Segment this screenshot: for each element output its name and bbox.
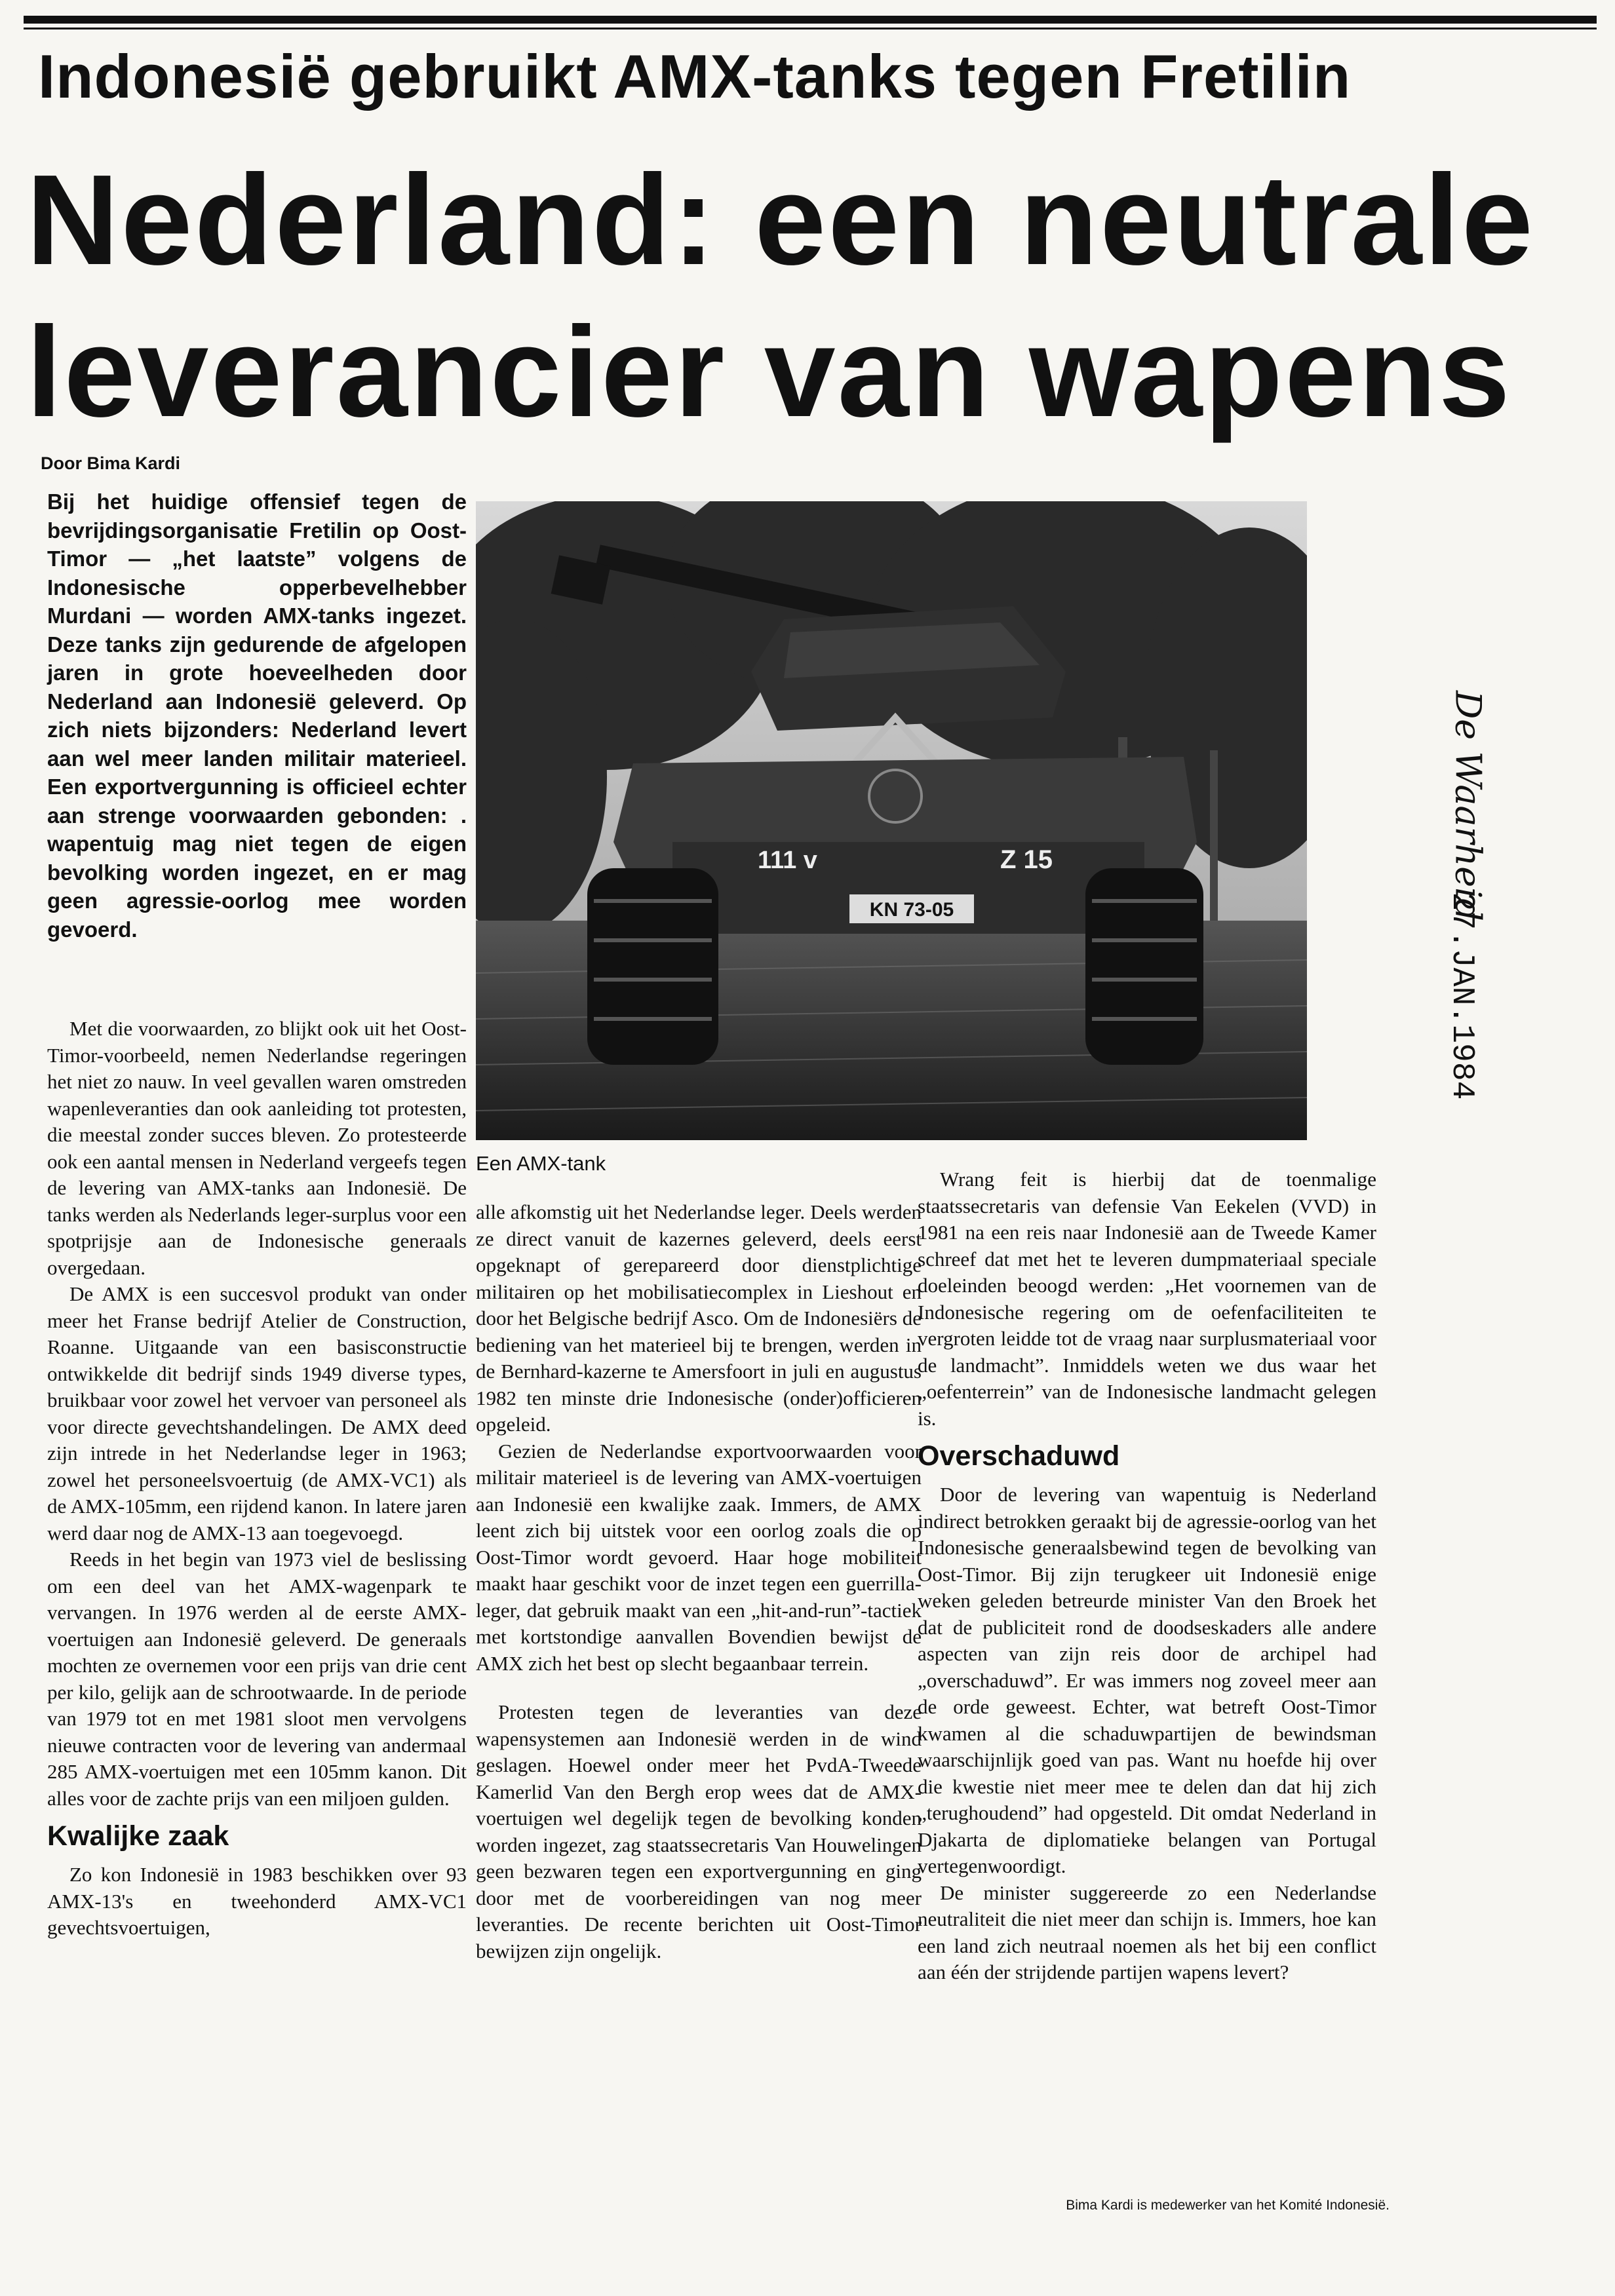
section-heading-overschaduwd: Overschaduwd: [918, 1440, 1120, 1472]
paragraph: Wrang feit is hierbij dat de toenmalige staatssecretaris van defensie Van Eekelen (VVD) in 1981 na een reis naar Indonesië aan de Tweede Kamer schreef dat met het te leveren dumpmateriaal speciale doeleinden beoogd werden: „Het voornemen van de Indonesische regering om de oefenfaciliteiten te vergroten leidde tot de vraag naar surplusmateriaal voor de landmacht”. Inmiddels weten we dus waar het „oefenterrein” van de Indonesische landmacht gelegen is.: [918, 1168, 1376, 1430]
paragraph: alle afkomstig uit het Nederlandse leger. Deels werden ze direct vanuit de kazernes geleverd, deels eerst opgeknapt of gerepareerd door dienstplichtige militairen op het mobilisatiecomplex in Lieshout en door het Belgische bedrijf Asco. Om de Indonesiërs de bediening van het materieel bij te brengen, werden in de Bernhard-kazerne te Amersfoort in juli en augustus 1982 ten minste drie Indonesische (onder)officieren opgeleid.: [476, 1200, 922, 1436]
column-a: [47, 1016, 467, 1942]
date-stamp-text: 27.JAN.1984: [1444, 892, 1479, 1100]
masthead-text: De Waarheid: [1447, 690, 1489, 922]
lead-paragraph: Bij het huidige offensief tegen de bevrijdingsorganisatie Fretilin op Oost-Timor — „het laatste” volgens de Indonesische opperbevelhebber Murdani — worden AMX-tanks ingezet. Deze tanks zijn gedurende de afgelopen jaren in grote hoeveelheden door Nederland aan Indonesië geleverd. Op zich niets bijzonders: Nederland levert aan wel meer landen militair materieel. Een exportvergunning is officieel echter aan strenge voorwaarden gebonden: . wapentuig mag niet tegen de eigen bevolking worden ingezet, en er mag geen agressie-oorlog mee worden gevoerd.: [47, 489, 467, 942]
headline-line-1: Nederland: een neutrale: [26, 148, 1535, 292]
section-heading-kwalijke-zaak: Kwalijke zaak: [47, 1820, 229, 1852]
column-c: [918, 1166, 1376, 1986]
main-headline: [26, 144, 1599, 448]
paragraph: Reeds in het begin van 1973 viel de beslissing om een deel van het AMX-wagenpark te vervangen. In 1976 werden al de eerste AMX-voertuigen aan Indonesië geleverd. De generaals mochten ze overnemen voor een prijs van drie cent per kilo, gelijk aan de schrootwaarde. In de periode van 1979 tot en met 1981 sloot men vervolgens nieuwe contracten voor de levering van andermaal 285 AMX-voertuigen met een 105mm kanon. Dit alles voor de zachte prijs van een miljoen gulden.: [47, 1548, 467, 1810]
date-stamp: [1422, 892, 1501, 1100]
column-b: [476, 1199, 922, 1964]
paragraph: Met die voorwaarden, zo blijkt ook uit het Oost-Timor-voorbeeld, nemen Nederlandse regeringen het niet zo nauw. In veel gevallen waren omstreden wapenleveranties dan ook aanleiding tot protesten, die meestal zonder succes bleven. Zo protesteerde ook een aantal mensen in Nederland vergeefs tegen de levering van AMX-tanks aan Indonesië. De tanks werden als Nederlands leger-surplus voor een spotprijsje aan de Indonesische generaals overgedaan.: [47, 1017, 467, 1279]
left-track: [587, 868, 718, 1065]
license-plate-text: KN 73-05: [869, 899, 954, 921]
paragraph: Door de levering van wapentuig is Nederland indirect betrokken geraakt bij de agressie-oorlog van het Indonesische generaalsbewind tegen de bevolking van Oost-Timor. Bij zijn terugkeer uit Indonesië enige weken geleden betreurde minister Van den Broek het dat de publiciteit rond de doodseskaders alle andere aspecten van zijn reis door de archipel had „overschaduwd”. Er was immers nog zoveel meer aan de orde geweest. Echter, wat betreft Oost-Timor kwamen al die schaduwpartijen de bewindsman waarschijnlijk goed van pas. Want nu hoefde hij over die kwestie niet meer mee te delen dan dat hij zich „terughoudend” had opgesteld. Dit omdat Nederland in Djakarta de diplomatieke belangen van Portugal vertegenwoordigt.: [918, 1483, 1376, 1877]
paragraph: Gezien de Nederlandse exportvoorwaarden voor militair materieel is de levering van AMX-voertuigen aan Indonesië een kwalijke zaak. Immers, de AMX leent zich bij uitstek voor een oorlog zoals die op Oost-Timor wordt gevoerd. Haar hoge mobiliteit maakt haar geschikt voor de inzet tegen een guerrilla-leger, dat gebruik maakt van een „hit-and-run”-tactiek met kortstondige aanvallen Bovendien bewijst de AMX zich het best op slecht begaanbaar terrein.: [476, 1439, 922, 1675]
right-track: [1085, 868, 1203, 1065]
paragraph: Zo kon Indonesië in 1983 beschikken over 93 AMX-13's en tweehonderd AMX-VC1 gevechtsvoertuigen,: [47, 1863, 467, 1939]
headline-line-2: leverancier van wapens: [26, 300, 1512, 444]
paragraph: De minister suggereerde zo een Nederlandse neutraliteit die niet meer dan schijn is. Immers, hoe kan een land zich neutraal noemen als het bij een conflict aan één der strijdende partijen wapens levert?: [918, 1881, 1376, 1983]
paragraph: Protesten tegen de leveranties van deze wapensystemen aan Indonesië werden in de wind geslagen. Hoewel onder meer het PvdA-Tweede Kamerlid Van den Bergh erop wees dat de AMX-voertuigen wel degelijk tegen de bevolking konden worden ingezet, zag staatssecretaris Van Houwelingen geen bezwaren tegen een exportvergunning en ging door met de voorbereidingen van nog meer leveranties. De recente berichten uit Oost-Timor bewijzen zijn ongelijk.: [476, 1700, 922, 1962]
paragraph: De AMX is een succesvol produkt van onder meer het Franse bedrijf Atelier de Construction, Roanne. Uitgaande van een basisconstructie ontwikkelde dit bedrijf sinds 1949 diverse types, bruikbaar voor zowel het vervoer van personeel als voor directe gevechtshandelingen. De AMX deed zijn intrede in het Nederlandse leger in 1963; zowel het personeelsvoertuig (de AMX-VC1) als de AMX-105mm, een rijdend kanon. In latere jaren werd daar nog de AMX-13 aan toegevoegd.: [47, 1282, 467, 1544]
tank-photo: [476, 501, 1307, 1140]
byline: Door Bima Kardi: [41, 453, 181, 473]
author-footnote: Bima Kardi is medewerker van het Komité Indonesië.: [1066, 2198, 1390, 2213]
hull-marking-right: Z 15: [1000, 845, 1053, 874]
hull-marking-left: 111 v: [758, 847, 817, 874]
top-rule-thin: [24, 28, 1597, 29]
tank-illustration: [476, 501, 1307, 1140]
kicker-headline: Indonesië gebruikt AMX-tanks tegen Fretilin: [38, 42, 1352, 111]
photo-caption: Een AMX-tank: [476, 1152, 606, 1175]
top-rule: [24, 16, 1597, 24]
